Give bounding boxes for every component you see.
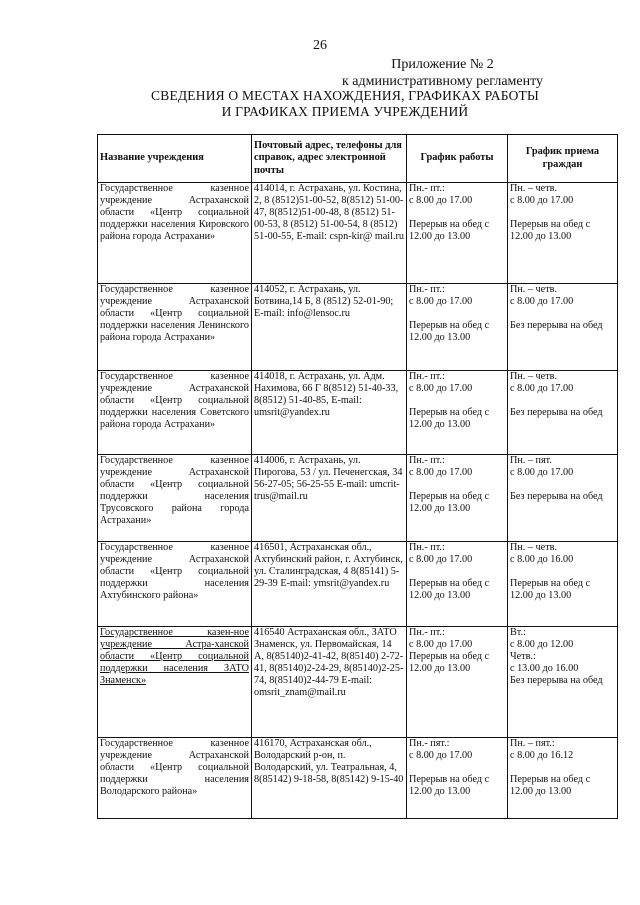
work-days: Пн.- пт.:: [409, 183, 445, 194]
work-break: Перерыв на обед с 12.00 до 13.00: [409, 774, 492, 798]
reception-schedule: [508, 371, 618, 455]
work-schedule: [407, 627, 508, 738]
header-address: Почтовый адрес, телефоны для справок, адрес электронной почты: [252, 135, 407, 183]
reception-days: Пн. – четв.: [510, 284, 557, 295]
reception-schedule: [508, 627, 618, 738]
institutions-table: [97, 134, 618, 819]
work-hours: с 8.00 до 17.00: [409, 554, 473, 566]
reception-hours: с 8.00 до 16.00: [510, 554, 574, 566]
institution-name: Государственное казенное учреждение Астраханской области «Центр социальной поддержки населения Трусовского района города Астрахани»: [98, 455, 252, 542]
appendix-line-1: Приложение № 2: [391, 57, 494, 72]
work-hours: с 8.00 до 17.00: [409, 383, 473, 395]
reception-schedule: [508, 455, 618, 542]
work-break: Перерыв на обед с 12.00 до 13.00: [409, 219, 492, 243]
reception-hours: с 8.00 до 12.00: [510, 639, 574, 651]
reception-break: Перерыв на обед с 12.00 до 13.00: [510, 578, 593, 602]
work-hours: с 8.00 до 17.00: [409, 639, 473, 651]
reception-hours: с 8.00 до 17.00: [510, 195, 574, 207]
institution-name: Государственное казенное учреждение Астраханской области «Центр социальной поддержки населения Советского района города Астрахани»: [98, 371, 252, 455]
reception-days: Пн. – четв.: [510, 371, 557, 382]
work-schedule: [407, 183, 508, 284]
institution-name: Государственное казенное учреждение Астраханской области «Центр социальной поддержки населения Кировского района города Астрахани»: [98, 183, 252, 284]
reception-extra-days: Четв.:: [510, 651, 536, 663]
reception-hours: с 8.00 до 16.12: [510, 750, 574, 762]
institution-address: 416501, Астраханская обл., Ахтубинский район, г. Ахтубинск, ул. Сталинградская, 4 8(85141) 5-29-39 E-mail: ymsrit@yandex.ru: [252, 542, 407, 627]
reception-days: Пн. – четв.: [510, 542, 557, 553]
table-header-row: [98, 135, 618, 183]
title-line-2: И ГРАФИКАХ ПРИЕМА УЧРЕЖДЕНИЙ: [221, 104, 469, 119]
work-days: Пн.- пт.:: [409, 284, 445, 295]
reception-schedule: [508, 183, 618, 284]
table-row: [98, 627, 618, 738]
institution-address: 414018, г. Астрахань, ул. Адм. Нахимова, 66 Г 8(8512) 51-40-33, 8(8512) 51-40-85, E-mail: umsrit@yandex.ru: [252, 371, 407, 455]
appendix-heading: [335, 56, 550, 90]
work-break: Перерыв на обед с 12.00 до 13.00: [409, 651, 492, 675]
reception-break: Без перерыва на обед: [510, 320, 603, 332]
institution-name: Государственное казенное учреждение Астраханской области «Центр социальной поддержки населения Ахтубинского района»: [98, 542, 252, 627]
work-days: Пн.- пт.:: [409, 542, 445, 553]
document-title: [0, 88, 640, 120]
institution-address: 414006, г. Астрахань, ул. Пирогова, 53 / ул. Печенегская, 34 56-27-05; 56-25-55 E-mail: umcrit-trus@mail.ru: [252, 455, 407, 542]
work-days: Пн.- пт.:: [409, 627, 445, 638]
reception-days: Пн. – пят.: [510, 455, 552, 466]
institution-address: 414052, г. Астрахань, ул. Ботвина,14 Б, 8 (8512) 52-01-90; E-mail: info@lensoc.ru: [252, 284, 407, 371]
institution-address: 416170, Астраханская обл., Володарский р-он, п. Володарский, ул. Театральная, 4, 8(85142) 9-18-58, 8(85142) 9-15-40: [252, 738, 407, 819]
reception-break: Без перерыва на обед: [510, 407, 603, 419]
reception-days: Вт.:: [510, 627, 526, 638]
header-work-schedule: График работы: [407, 135, 508, 183]
reception-break: Без перерыва на обед: [510, 491, 603, 503]
institution-name: Государственное казен-ное учреждение Астра-ханской области «Центр социальной поддержки населения ЗАТО Знаменск»: [98, 627, 252, 738]
table-row: [98, 183, 618, 284]
page-number: 26: [313, 38, 327, 53]
reception-schedule: [508, 738, 618, 819]
reception-days: Пн. – четв.: [510, 183, 557, 194]
table-row: [98, 455, 618, 542]
reception-break: Без перерыва на обед: [510, 675, 603, 687]
work-schedule: [407, 455, 508, 542]
reception-break: Перерыв на обед с 12.00 до 13.00: [510, 219, 593, 243]
work-days: Пн.- пт.:: [409, 455, 445, 466]
reception-schedule: [508, 542, 618, 627]
reception-hours: с 8.00 до 17.00: [510, 467, 574, 479]
table-row: [98, 284, 618, 371]
work-break: Перерыв на обед с 12.00 до 13.00: [409, 578, 492, 602]
work-days: Пн.- пт.:: [409, 371, 445, 382]
work-schedule: [407, 371, 508, 455]
work-hours: с 8.00 до 17.00: [409, 195, 473, 207]
header-reception-schedule: График приема граждан: [508, 135, 618, 183]
work-hours: с 8.00 до 17.00: [409, 296, 473, 308]
title-line-1: СВЕДЕНИЯ О МЕСТАХ НАХОЖДЕНИЯ, ГРАФИКАХ РАБОТЫ: [151, 88, 539, 103]
reception-hours: с 8.00 до 17.00: [510, 383, 574, 395]
work-schedule: [407, 542, 508, 627]
reception-break: Перерыв на обед с 12.00 до 13.00: [510, 774, 593, 798]
appendix-line-2: к административному регламенту: [341, 74, 544, 89]
work-hours: с 8.00 до 17.00: [409, 467, 473, 479]
work-break: Перерыв на обед с 12.00 до 13.00: [409, 407, 492, 431]
reception-extra-hours: с 13.00 до 16.00: [510, 663, 579, 675]
institution-name: Государственное казенное учреждение Астраханской области «Центр социальной поддержки населения Ленинского района города Астрахани»: [98, 284, 252, 371]
table-row: [98, 371, 618, 455]
institution-name: Государственное казенное учреждение Астраханской области «Центр социальной поддержки населения Володарского района»: [98, 738, 252, 819]
reception-hours: с 8.00 до 17.00: [510, 296, 574, 308]
work-schedule: [407, 284, 508, 371]
institution-address: 414014, г. Астрахань, ул. Костина, 2, 8 (8512)51-00-52, 8(8512) 51-00-47, 8(8512)51-00-48, 8 (8512) 51-00-53, 8 (8512) 51-00-54, 8 (8512) 51-00-55, E-mail: cspn-kir@ mail.ru: [252, 183, 407, 284]
table-row: [98, 738, 618, 819]
institution-address: 416540 Астраханская обл., ЗАТО Знаменск, ул. Первомайская, 14 А, 8(85140)2-41-42, 8(85140) 2-72-41, 8(85140)2-24-29, 8(85140)2-25-74, 8(85140)2-44-79 E-mail: omsrit_znam@mail.ru: [252, 627, 407, 738]
work-days: Пн.- пят.:: [409, 738, 450, 749]
header-name: Название учреждения: [98, 135, 252, 183]
reception-days: Пн. – пят.:: [510, 738, 555, 749]
reception-schedule: [508, 284, 618, 371]
table-row: [98, 542, 618, 627]
work-schedule: [407, 738, 508, 819]
work-break: Перерыв на обед с 12.00 до 13.00: [409, 491, 492, 515]
work-break: Перерыв на обед с 12.00 до 13.00: [409, 320, 492, 344]
work-hours: с 8.00 до 17.00: [409, 750, 473, 762]
